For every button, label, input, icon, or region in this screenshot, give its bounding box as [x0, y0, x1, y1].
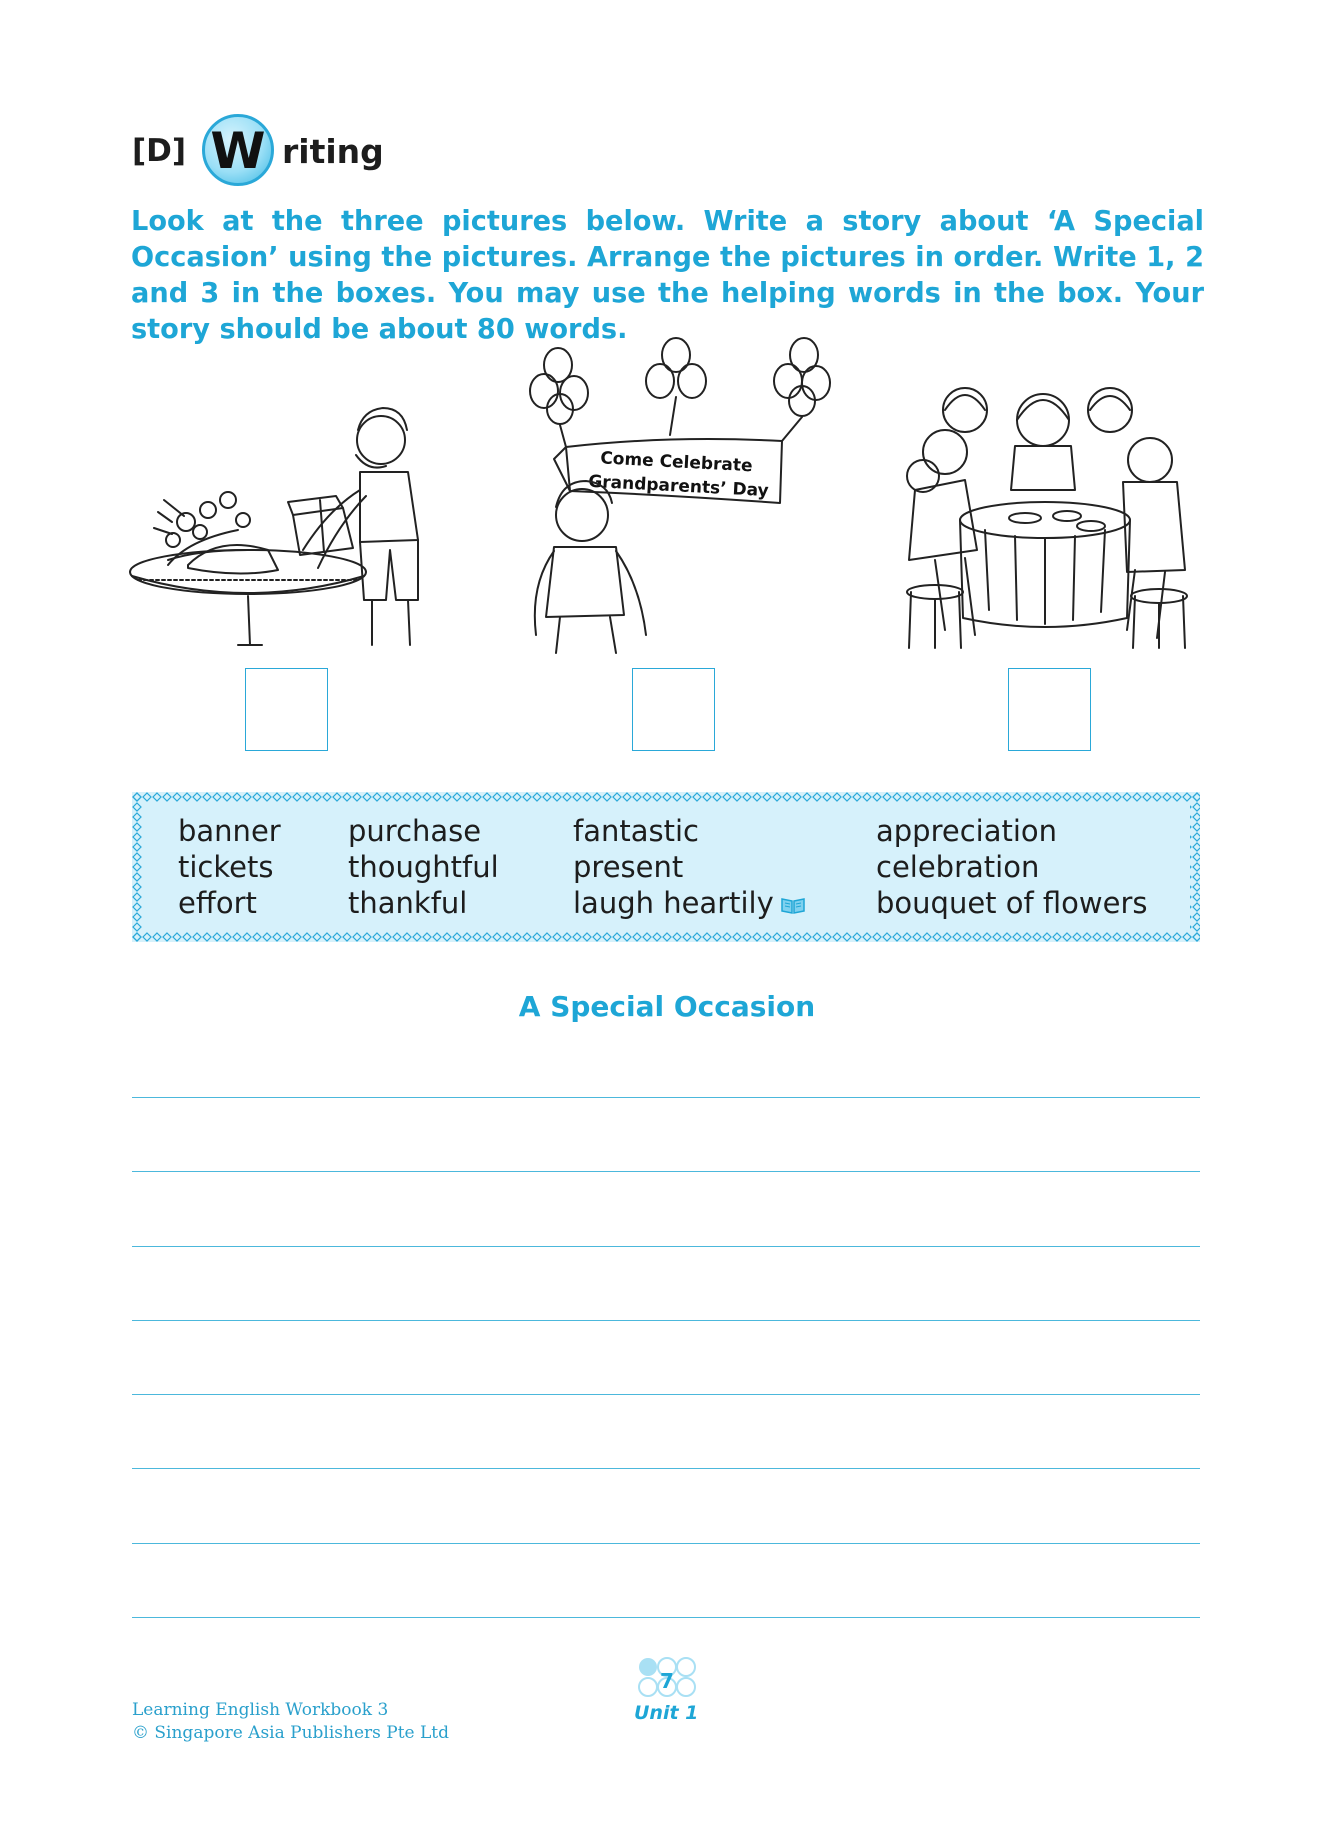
footer-book-title: Learning English Workbook 3 — [132, 1700, 389, 1720]
word-column-3 — [573, 813, 806, 921]
story-title-text: A Special Occasion — [518, 990, 816, 1023]
writing-line[interactable] — [132, 1468, 1200, 1469]
dictionary-book-icon — [780, 895, 806, 915]
writing-line[interactable] — [132, 1394, 1200, 1395]
instructions: Look at the three pictures below. Write a story about ‘A Special Occasion’ using the pictures. Arrange the pictures in order. Write 1, 2 and 3 in the boxes. You may use the helping words in the box. Your story should be about 80 words. — [131, 206, 1204, 345]
word-column-2 — [348, 813, 499, 921]
story-title — [0, 990, 1334, 1023]
word-column-4 — [876, 813, 1148, 921]
writing-line[interactable] — [132, 1171, 1200, 1172]
order-box-picture-3[interactable] — [1008, 668, 1091, 751]
picture-family-dinner-illustration — [895, 380, 1205, 655]
writing-line[interactable] — [132, 1543, 1200, 1544]
banner-text-line1: Come Celebrate — [599, 448, 754, 477]
writing-line[interactable] — [132, 1097, 1200, 1098]
writing-line[interactable] — [132, 1617, 1200, 1618]
word: thoughtful — [348, 850, 499, 884]
badge-letter: W — [210, 122, 266, 180]
word: effort — [178, 886, 257, 920]
picture-boy-with-gift-illustration — [128, 400, 433, 650]
writing-line[interactable] — [132, 1246, 1200, 1247]
word: appreciation — [876, 814, 1058, 848]
page-number: 7 — [660, 1669, 674, 1693]
word: celebration — [876, 850, 1040, 884]
order-box-picture-1[interactable] — [245, 668, 328, 751]
word: present — [573, 850, 684, 884]
word: fantastic — [573, 814, 699, 848]
picture-banner-balloons-illustration — [520, 335, 835, 655]
footer-copyright: © Singapore Asia Publishers Pte Ltd — [132, 1723, 450, 1743]
word: thankful — [348, 886, 468, 920]
word: bouquet of flowers — [876, 886, 1148, 920]
word: tickets — [178, 850, 274, 884]
section-label: [D] — [132, 133, 187, 169]
word: laugh heartily — [573, 886, 774, 920]
word: purchase — [348, 814, 482, 848]
writing-badge-icon — [202, 114, 274, 186]
word-column-1 — [178, 813, 281, 921]
order-box-picture-2[interactable] — [632, 668, 715, 751]
word-with-book — [573, 885, 806, 921]
word: banner — [178, 814, 281, 848]
footer-book-info — [132, 1699, 449, 1745]
unit-label: Unit 1 — [634, 1702, 699, 1724]
banner-text-line2: Grandparents’ Day — [587, 471, 770, 502]
section-title: riting — [282, 132, 384, 171]
writing-line[interactable] — [132, 1320, 1200, 1321]
